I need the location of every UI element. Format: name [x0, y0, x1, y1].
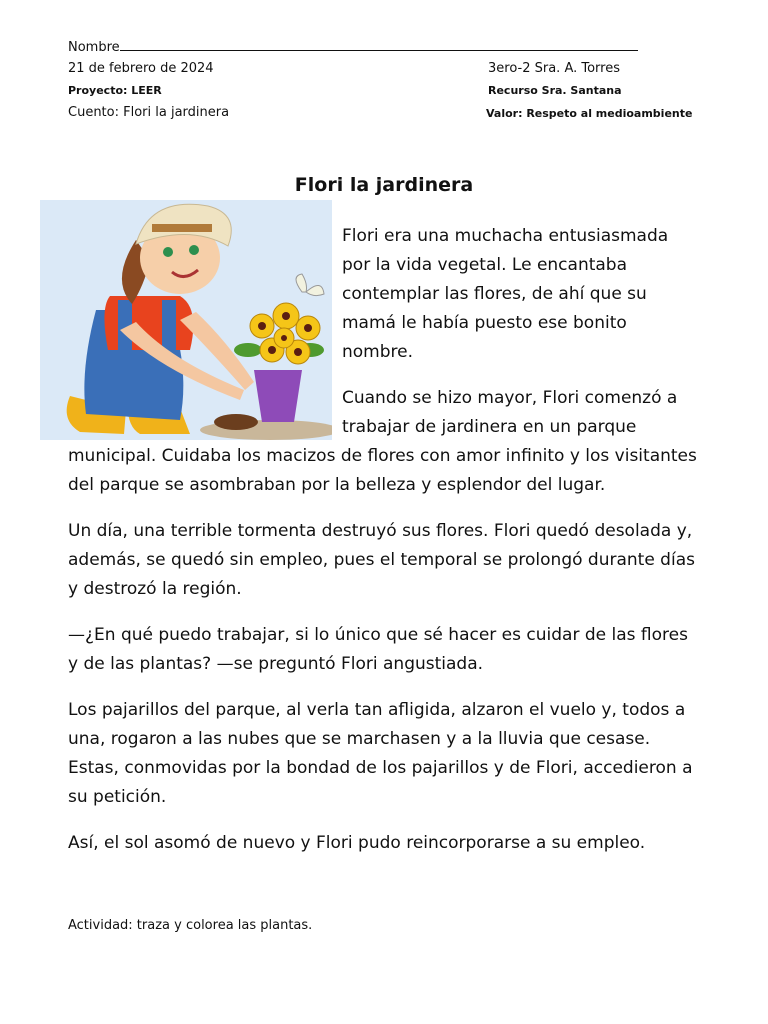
paragraph: Flori era una muchacha entusiasmada por la vida vegetal. Le encantaba contemplar las flores, de ahí que su mamá le había puesto ese bonito nombre. [342, 226, 669, 362]
header-grade: 3ero-2 Sra. A. Torres [488, 61, 621, 76]
header-project: Proyecto: LEER [68, 84, 162, 97]
header-resource: Recurso Sra. Santana [488, 84, 622, 97]
page-title: Flori la jardinera [294, 174, 474, 196]
name-label: Nombre [68, 40, 120, 55]
paragraph: —¿En qué puedo trabajar, si lo único que sé hacer es cuidar de las flores y de las plantas? —se preguntó Flori angustiada. [68, 625, 688, 674]
name-blank-line[interactable] [120, 38, 638, 51]
paragraph: Un día, una terrible tormenta destruyó sus flores. Flori quedó desolada y, además, se quedó sin empleo, pues el temporal se prolongó durante días y destrozó la región. [68, 521, 695, 599]
header-name-row [68, 38, 638, 55]
story-body [68, 222, 698, 875]
paragraph: Cuando se hizo mayor, Flori comenzó a trabajar de jardinera en un parque municipal. Cuidaba los macizos de flores con amor infinito y los visitantes del parque se asombraban por la belleza y esplendor del lugar. [68, 388, 697, 495]
paragraph: Los pajarillos del parque, al verla tan afligida, alzaron el vuelo y, todos a una, rogaron a las nubes que se marchasen y a la lluvia que cesase. Estas, conmovidas por la bondad de los pajarillos y de Flori, accedieron a su petición. [68, 700, 693, 807]
header-story: Cuento: Flori la jardinera [68, 105, 230, 120]
header-value: Valor: Respeto al medioambiente [486, 107, 693, 120]
gardener-girl-illustration [40, 200, 332, 440]
activity-instruction: Actividad: traza y colorea las plantas. [68, 918, 313, 933]
header-date: 21 de febrero de 2024 [68, 61, 214, 76]
paragraph: Así, el sol asomó de nuevo y Flori pudo reincorporarse a su empleo. [68, 833, 646, 853]
